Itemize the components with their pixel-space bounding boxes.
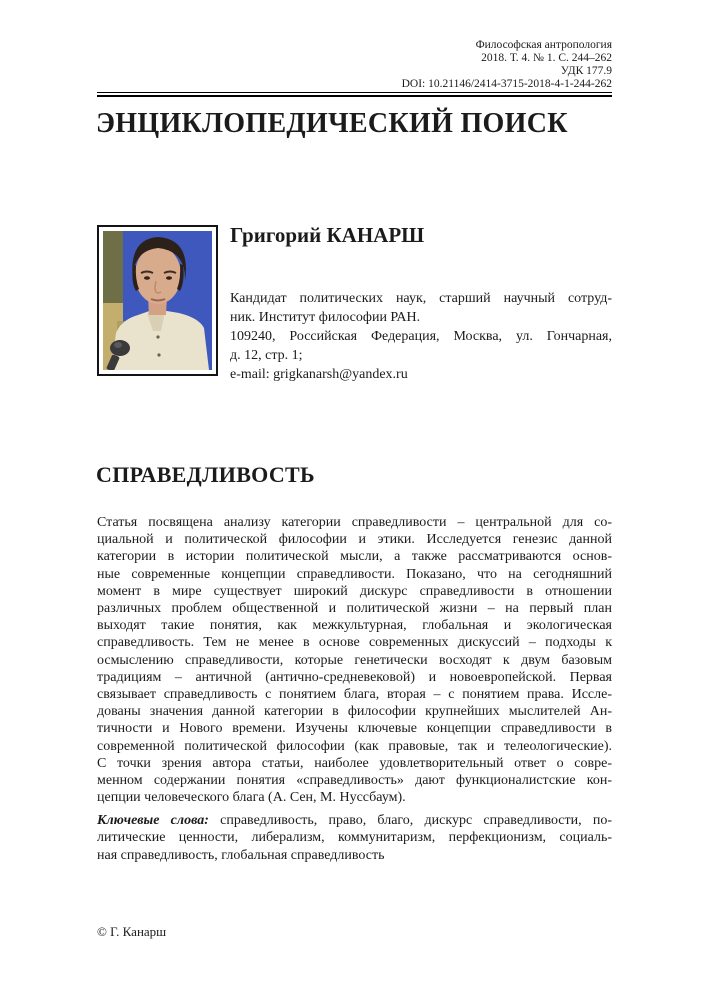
author-affiliation: [230, 289, 612, 384]
abstract-line: Статья посвящена анализу категории справедливости – центральной для со-: [97, 515, 612, 530]
author-info-line: Кандидат политических наук, старший научный сотруд-: [230, 291, 612, 306]
page-title: ЭНЦИКЛОПЕДИЧЕСКИЙ ПОИСК: [96, 108, 568, 139]
abstract-line: С точки зрения автора статьи, наиболее удовлетворительный ответ о совре-: [97, 755, 612, 771]
abstract-line: связывает справедливость с понятием блага, вторая – с понятием права. Иссле-: [97, 687, 612, 703]
abstract-line: момент в мире существует широкий дискурс справедливости в отношении: [97, 583, 612, 599]
abstract-line: современной политической философии (как правовые, так и телеологические).: [97, 738, 612, 754]
article-section-title: СПРАВЕДЛИВОСТЬ: [96, 462, 315, 487]
journal-meta-line: УДК 177.9: [560, 65, 612, 77]
abstract-text: [97, 514, 612, 806]
abstract-line: ные современные концепции справедливости. Показано, что на сегодняшний: [97, 566, 612, 582]
abstract-line: цепции человеческого блага (А. Сен, М. Нуссбаум).: [97, 790, 406, 806]
abstract-line: справедливость. Тем не менее в основе современных дискуссий – подходы к: [97, 635, 612, 651]
header-divider: [97, 92, 612, 97]
abstract-line: различных проблем общественной и политической жизни – на первый план: [97, 601, 612, 617]
journal-meta-line: DOI: 10.21146/2414-3715-2018-4-1-244-262: [401, 78, 612, 90]
abstract-line: выходят такие понятия, как межкультурная, глобальная и экологическая: [97, 618, 612, 634]
journal-meta-line: 2018. Т. 4. № 1. С. 244–262: [481, 52, 612, 64]
abstract-line: циальной и политической философии и этики. Исследуется генезис данной: [97, 532, 612, 548]
journal-meta-line: Философская антропология: [475, 39, 612, 51]
journal-header: [402, 39, 612, 91]
author-info-line: ник. Институт философии РАН.: [230, 310, 421, 325]
abstract-line: менном содержании понятия «справедливость» дают функционалистские кон-: [97, 773, 612, 789]
author-photo-image: [103, 231, 212, 370]
keywords-label: Ключевые слова:: [97, 813, 209, 828]
keywords-line: литические ценности, либерализм, коммунитаризм, перфекционизм, социаль-: [97, 830, 612, 846]
abstract-line: категории в истории политической мысли, а также рассматриваются основ-: [97, 549, 612, 565]
keywords-block: [97, 812, 612, 864]
author-info-line: e-mail: grigkanarsh@yandex.ru: [230, 367, 408, 382]
abstract-line: осмыслению справедливости, которые генетически восходят к двум базовым: [97, 652, 612, 668]
copyright-note: © Г. Канарш: [97, 924, 167, 939]
author-info-line: 109240, Российская Федерация, Москва, ул. Гончарная,: [230, 329, 612, 344]
keywords-line: ная справедливость, глобальная справедливость: [97, 847, 385, 863]
abstract-line: традициям – античной (антично-средневековой) и новоевропейской. Первая: [97, 669, 612, 685]
abstract-line: тичности и Нового времени. Изучены ключевые концепции справедливости в: [97, 721, 612, 737]
abstract-line: дованы значения данной категории в философии крупнейших мыслителей Ан-: [97, 704, 612, 720]
keywords-text: справедливость, право, благо, дискурс справедливости, по-: [220, 813, 613, 828]
author-photo: [97, 225, 218, 376]
keywords-line: [97, 812, 612, 829]
author-name: Григорий КАНАРШ: [230, 223, 425, 247]
author-info-line: д. 12, стр. 1;: [230, 348, 303, 363]
